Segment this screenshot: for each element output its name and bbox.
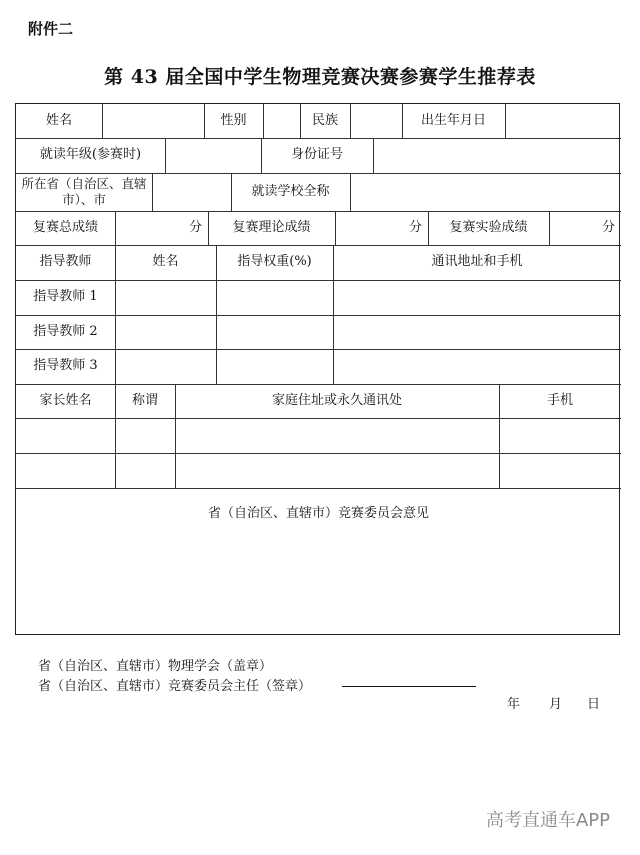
- label-total-score: 复赛总成绩: [32, 219, 98, 235]
- date-year: 年: [507, 697, 521, 712]
- label-school-name: 就读学校全称: [251, 183, 330, 199]
- label-experiment-score: 复赛实验成绩: [449, 219, 528, 235]
- label-teacher-2: 指导教师 2: [33, 323, 98, 339]
- date-month: 月: [549, 697, 563, 712]
- unit-theory: 分: [408, 219, 422, 235]
- watermark: 高考直通车APP: [485, 810, 610, 831]
- label-name: 姓名: [45, 112, 72, 128]
- label-teacher-3: 指导教师 3: [33, 358, 98, 374]
- footer-society-seal: 省（自治区、直辖市）物理学会（盖章）: [38, 659, 273, 674]
- footer-director-signature: 省（自治区、直辖市）竞赛委员会主任（签章）: [38, 679, 312, 694]
- label-ethnicity: 民族: [311, 112, 338, 128]
- label-id-number: 身份证号: [290, 147, 343, 163]
- label-province-city: 所在省（自治区、直辖市）、市: [21, 176, 147, 207]
- label-teacher-contact: 通讯地址和手机: [431, 254, 523, 270]
- form-title: 第 43 届全国中学生物理竞赛决赛参赛学生推荐表: [104, 66, 536, 88]
- label-parent-address: 家庭住址或永久通讯处: [271, 392, 402, 408]
- label-gender: 性别: [220, 112, 247, 128]
- label-theory-score: 复赛理论成绩: [232, 219, 311, 235]
- label-birth-date: 出生年月日: [420, 112, 486, 128]
- signature-line: [342, 686, 476, 687]
- label-teacher-name: 姓名: [152, 254, 179, 270]
- label-committee-opinion: 省（自治区、直辖市）竞赛委员会意见: [207, 506, 429, 521]
- recommendation-form: [15, 103, 620, 635]
- unit-total: 分: [188, 219, 202, 235]
- label-teacher: 指导教师: [39, 254, 92, 270]
- date-day: 日: [587, 697, 601, 712]
- unit-experiment: 分: [601, 219, 615, 235]
- label-parent-name: 家长姓名: [39, 392, 92, 408]
- label-teacher-1: 指导教师 1: [33, 289, 98, 305]
- label-grade: 就读年级(参赛时): [39, 147, 142, 163]
- label-parent-phone: 手机: [546, 392, 573, 408]
- label-parent-relation: 称谓: [131, 392, 158, 408]
- attachment-label: 附件二: [28, 20, 74, 38]
- label-teacher-weight: 指导权重(%): [237, 254, 312, 270]
